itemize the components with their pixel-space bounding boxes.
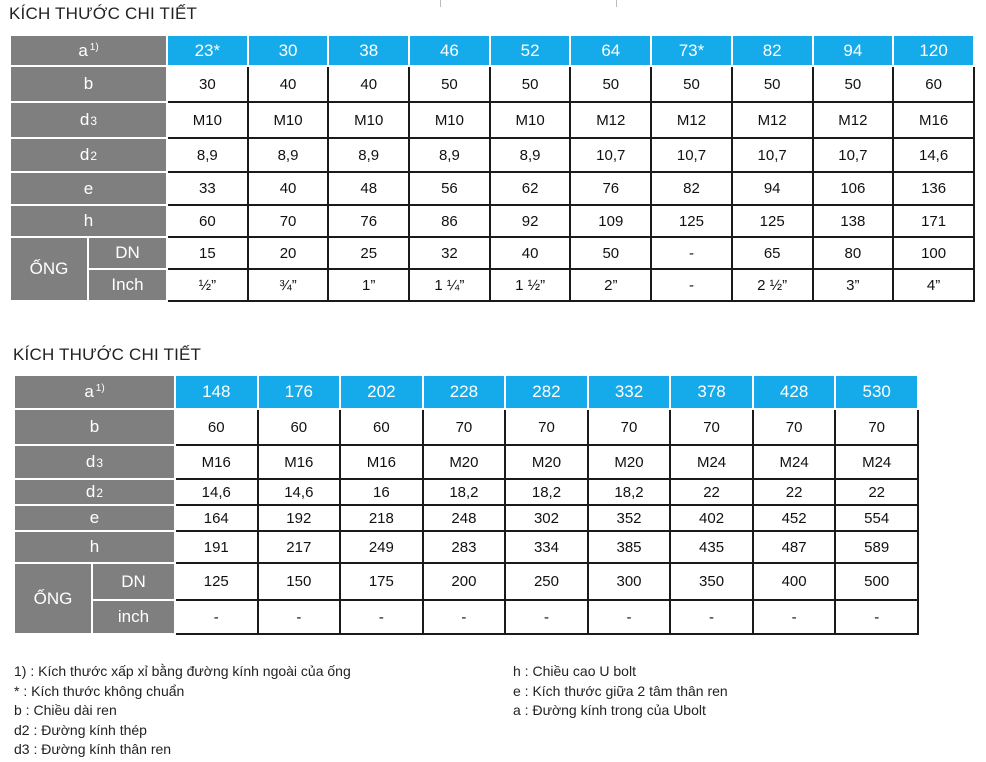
cell-b-8: 50 <box>813 66 894 102</box>
cell-e-3: 56 <box>409 172 490 205</box>
cell-h-8: 589 <box>835 531 918 563</box>
cell-e-0: 33 <box>167 172 248 205</box>
cell-b-5: 50 <box>570 66 651 102</box>
cell-b-9: 60 <box>893 66 974 102</box>
label-dn: DN <box>88 237 167 269</box>
legend-note: d3 : Đường kính thân ren <box>14 741 172 758</box>
cell-d2-1: 14,6 <box>258 479 341 505</box>
label-inch: inch <box>92 600 175 634</box>
cell-e-5: 76 <box>570 172 651 205</box>
cell-d2-6: 10,7 <box>651 138 732 172</box>
label-d2: d2 <box>10 138 167 172</box>
cell-e-1: 192 <box>258 505 341 531</box>
cell-inch-2: 1” <box>328 269 409 301</box>
row-a <box>14 375 918 409</box>
cell-dn-6: - <box>651 237 732 269</box>
cell-e-8: 106 <box>813 172 894 205</box>
cell-inch-7: 2 ½” <box>732 269 813 301</box>
cell-e-2: 48 <box>328 172 409 205</box>
cell-dn-2: 25 <box>328 237 409 269</box>
legend-note: a : Đường kính trong của Ubolt <box>513 702 706 719</box>
cell-a-0: 148 <box>175 375 258 409</box>
cell-d3-1: M16 <box>258 445 341 479</box>
cell-d2-5: 10,7 <box>570 138 651 172</box>
cell-d2-0: 14,6 <box>175 479 258 505</box>
cell-d2-5: 18,2 <box>588 479 671 505</box>
table2-title: KÍCH THƯỚC CHI TIẾT <box>13 345 202 364</box>
label-h: h <box>14 531 175 563</box>
label-b: b <box>14 409 175 445</box>
cell-d3-0: M16 <box>175 445 258 479</box>
cell-b-6: 50 <box>651 66 732 102</box>
cell-d3-1: M10 <box>248 102 329 138</box>
cell-a-4: 282 <box>505 375 588 409</box>
cell-inch-8: - <box>835 600 918 634</box>
legend-notes-right <box>513 662 728 721</box>
cell-dn-3: 32 <box>409 237 490 269</box>
cell-b-5: 70 <box>588 409 671 445</box>
cell-b-0: 60 <box>175 409 258 445</box>
cell-a-1: 30 <box>248 35 329 66</box>
cell-e-6: 402 <box>670 505 753 531</box>
cell-dn-0: 15 <box>167 237 248 269</box>
label-e: e <box>10 172 167 205</box>
cell-h-7: 487 <box>753 531 836 563</box>
legend-note: e : Kích thước giữa 2 tâm thân ren <box>513 682 728 699</box>
spec-table-1 <box>9 34 975 302</box>
cell-a-1: 176 <box>258 375 341 409</box>
row-h <box>14 531 918 563</box>
cell-d2-7: 10,7 <box>732 138 813 172</box>
label-e: e <box>14 505 175 531</box>
cell-h-0: 191 <box>175 531 258 563</box>
cell-d2-7: 22 <box>753 479 836 505</box>
cell-h-7: 125 <box>732 205 813 237</box>
cell-inch-1: ¾” <box>248 269 329 301</box>
legend-note: h : Chiều cao U bolt <box>513 663 636 679</box>
cell-e-0: 164 <box>175 505 258 531</box>
cell-d3-5: M12 <box>570 102 651 138</box>
label-inch: Inch <box>88 269 167 301</box>
cell-d2-3: 18,2 <box>423 479 506 505</box>
cell-h-2: 249 <box>340 531 423 563</box>
cell-d2-2: 16 <box>340 479 423 505</box>
cell-a-2: 202 <box>340 375 423 409</box>
cell-d3-0: M10 <box>167 102 248 138</box>
label-d3: d3 <box>10 102 167 138</box>
cell-dn-5: 50 <box>570 237 651 269</box>
cell-h-3: 86 <box>409 205 490 237</box>
cell-b-3: 70 <box>423 409 506 445</box>
row-d2 <box>14 479 918 505</box>
legend-note: * : Kích thước không chuẩn <box>14 682 185 699</box>
cell-h-6: 435 <box>670 531 753 563</box>
row-d2 <box>10 138 974 172</box>
cell-dn-0: 125 <box>175 563 258 600</box>
cell-inch-1: - <box>258 600 341 634</box>
cell-d3-9: M16 <box>893 102 974 138</box>
cell-dn-5: 300 <box>588 563 671 600</box>
cell-h-1: 217 <box>258 531 341 563</box>
cell-e-4: 302 <box>505 505 588 531</box>
row-inch <box>10 269 974 301</box>
cell-d2-8: 22 <box>835 479 918 505</box>
cell-b-2: 40 <box>328 66 409 102</box>
cell-dn-8: 80 <box>813 237 894 269</box>
cell-b-2: 60 <box>340 409 423 445</box>
cell-b-4: 50 <box>490 66 571 102</box>
legend-note: 1) : Kích thước xấp xỉ bằng đường kính ngoài của ống <box>14 663 351 679</box>
cell-dn-7: 400 <box>753 563 836 600</box>
table1-title: KÍCH THƯỚC CHI TIẾT <box>9 4 198 23</box>
cell-dn-7: 65 <box>732 237 813 269</box>
row-e <box>14 505 918 531</box>
cell-dn-6: 350 <box>670 563 753 600</box>
row-a <box>10 35 974 66</box>
cell-inch-6: - <box>670 600 753 634</box>
cell-d2-4: 8,9 <box>490 138 571 172</box>
legend-notes-left <box>14 662 351 760</box>
cell-inch-5: - <box>588 600 671 634</box>
cell-inch-2: - <box>340 600 423 634</box>
cell-a-8: 94 <box>813 35 894 66</box>
cell-dn-4: 250 <box>505 563 588 600</box>
cell-d2-1: 8,9 <box>248 138 329 172</box>
row-b <box>10 66 974 102</box>
cell-a-2: 38 <box>328 35 409 66</box>
cell-dn-9: 100 <box>893 237 974 269</box>
cell-b-7: 70 <box>753 409 836 445</box>
cell-h-4: 92 <box>490 205 571 237</box>
label-a: a $^{1)}$ <box>10 35 167 66</box>
cell-b-8: 70 <box>835 409 918 445</box>
cell-d2-9: 14,6 <box>893 138 974 172</box>
row-d3 <box>14 445 918 479</box>
label-d2: d2 <box>14 479 175 505</box>
cell-h-9: 171 <box>893 205 974 237</box>
cell-b-1: 40 <box>248 66 329 102</box>
cell-b-3: 50 <box>409 66 490 102</box>
cell-inch-4: - <box>505 600 588 634</box>
row-b <box>14 409 918 445</box>
row-dn <box>14 563 918 600</box>
cell-a-5: 332 <box>588 375 671 409</box>
cell-d2-8: 10,7 <box>813 138 894 172</box>
cell-dn-3: 200 <box>423 563 506 600</box>
cell-e-5: 352 <box>588 505 671 531</box>
cell-a-6: 73* <box>651 35 732 66</box>
cell-e-8: 554 <box>835 505 918 531</box>
legend-note: d2 : Đường kính thép <box>14 721 147 738</box>
cell-a-7: 428 <box>753 375 836 409</box>
cell-e-1: 40 <box>248 172 329 205</box>
cell-h-6: 125 <box>651 205 732 237</box>
cell-d3-3: M10 <box>409 102 490 138</box>
cell-d3-3: M20 <box>423 445 506 479</box>
row-dn <box>10 237 974 269</box>
cell-inch-7: - <box>753 600 836 634</box>
cell-dn-1: 20 <box>248 237 329 269</box>
cell-d2-6: 22 <box>670 479 753 505</box>
cell-h-5: 109 <box>570 205 651 237</box>
label-ong: ỐNG <box>14 563 92 634</box>
cell-d2-0: 8,9 <box>167 138 248 172</box>
cell-a-3: 228 <box>423 375 506 409</box>
cell-e-9: 136 <box>893 172 974 205</box>
cell-dn-8: 500 <box>835 563 918 600</box>
cell-h-2: 76 <box>328 205 409 237</box>
label-b: b <box>10 66 167 102</box>
cell-d3-7: M24 <box>753 445 836 479</box>
cell-inch-8: 3” <box>813 269 894 301</box>
cell-inch-3: - <box>423 600 506 634</box>
row-h <box>10 205 974 237</box>
cell-a-7: 82 <box>732 35 813 66</box>
cell-e-3: 248 <box>423 505 506 531</box>
cell-h-8: 138 <box>813 205 894 237</box>
row-e <box>10 172 974 205</box>
cell-b-4: 70 <box>505 409 588 445</box>
cell-inch-5: 2” <box>570 269 651 301</box>
cell-a-9: 120 <box>893 35 974 66</box>
label-ong: ỐNG <box>10 237 88 301</box>
cell-d3-6: M12 <box>651 102 732 138</box>
cell-inch-0: - <box>175 600 258 634</box>
cell-d3-5: M20 <box>588 445 671 479</box>
cell-a-4: 52 <box>490 35 571 66</box>
cell-inch-9: 4” <box>893 269 974 301</box>
cell-h-3: 283 <box>423 531 506 563</box>
cell-inch-0: ½” <box>167 269 248 301</box>
cell-e-4: 62 <box>490 172 571 205</box>
cell-d2-2: 8,9 <box>328 138 409 172</box>
label-dn: DN <box>92 563 175 600</box>
cell-d3-7: M12 <box>732 102 813 138</box>
label-h: h <box>10 205 167 237</box>
label-d3: d3 <box>14 445 175 479</box>
label-a: a $^{1)}$ <box>14 375 175 409</box>
cell-d3-4: M20 <box>505 445 588 479</box>
cell-d2-4: 18,2 <box>505 479 588 505</box>
cell-a-6: 378 <box>670 375 753 409</box>
cell-h-1: 70 <box>248 205 329 237</box>
row-inch <box>14 600 918 634</box>
cell-d3-8: M12 <box>813 102 894 138</box>
cell-inch-4: 1 ½” <box>490 269 571 301</box>
legend-note: b : Chiều dài ren <box>14 702 117 719</box>
cell-b-7: 50 <box>732 66 813 102</box>
cell-d3-6: M24 <box>670 445 753 479</box>
cell-d3-2: M16 <box>340 445 423 479</box>
cell-d3-2: M10 <box>328 102 409 138</box>
cell-h-0: 60 <box>167 205 248 237</box>
cell-a-8: 530 <box>835 375 918 409</box>
cell-b-1: 60 <box>258 409 341 445</box>
cell-e-7: 94 <box>732 172 813 205</box>
cell-h-4: 334 <box>505 531 588 563</box>
cell-d3-4: M10 <box>490 102 571 138</box>
cell-a-0: 23* <box>167 35 248 66</box>
cell-b-6: 70 <box>670 409 753 445</box>
cell-a-3: 46 <box>409 35 490 66</box>
cell-d3-8: M24 <box>835 445 918 479</box>
cell-b-0: 30 <box>167 66 248 102</box>
cell-dn-4: 40 <box>490 237 571 269</box>
cell-d2-3: 8,9 <box>409 138 490 172</box>
cell-dn-2: 175 <box>340 563 423 600</box>
cell-a-5: 64 <box>570 35 651 66</box>
cell-inch-6: - <box>651 269 732 301</box>
row-d3 <box>10 102 974 138</box>
cell-e-6: 82 <box>651 172 732 205</box>
top-edge-mark <box>440 0 617 7</box>
cell-e-7: 452 <box>753 505 836 531</box>
spec-table-2 <box>13 374 919 635</box>
cell-dn-1: 150 <box>258 563 341 600</box>
cell-e-2: 218 <box>340 505 423 531</box>
cell-h-5: 385 <box>588 531 671 563</box>
cell-inch-3: 1 ¼” <box>409 269 490 301</box>
